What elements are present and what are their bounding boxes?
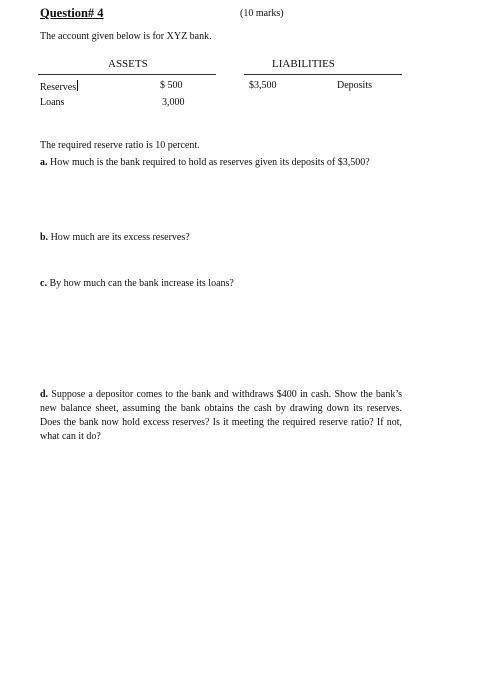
asset-value: 3,000 [162,97,185,108]
assets-divider [38,74,216,75]
question-d-text: Suppose a depositor comes to the bank and withdraws $400 in cash. Show the bank’s new balance sheet, assuming the bank obtains the cash by drawing down its reserves. Does the bank now hold excess reserves? Is it meeting the required reserve ratio? If not, what can it do? [40,389,403,442]
text-cursor [77,80,78,91]
liabilities-divider [244,74,402,75]
question-b-label: b. [40,232,49,243]
question-title: Question# 4 [40,6,104,20]
question-d-label: d. [40,389,49,400]
liabilities-header: LIABILITIES [272,58,335,70]
question-a-text: How much is the bank required to hold as reserves given its deposits of $3,500? [50,157,370,168]
intro-text: The account given below is for XYZ bank. [40,31,212,42]
marks-label: (10 marks) [240,8,284,19]
asset-value: $ 500 [160,80,183,91]
question-d [40,388,402,444]
question-b [40,232,190,243]
asset-label: Loans [40,97,65,108]
question-c [40,278,234,289]
question-a [40,157,370,168]
question-b-text: How much are its excess reserves? [50,232,190,243]
question-c-label: c. [40,278,47,289]
assets-header: ASSETS [108,58,148,70]
question-a-label: a. [40,157,48,168]
asset-label: Reserves [40,82,77,93]
liability-value: $3,500 [249,80,277,91]
asset-row-reserves [40,80,78,93]
reserve-ratio-text: The required reserve ratio is 10 percent. [40,140,200,151]
liability-label: Deposits [337,80,372,91]
question-c-text: By how much can the bank increase its loans? [49,278,234,289]
